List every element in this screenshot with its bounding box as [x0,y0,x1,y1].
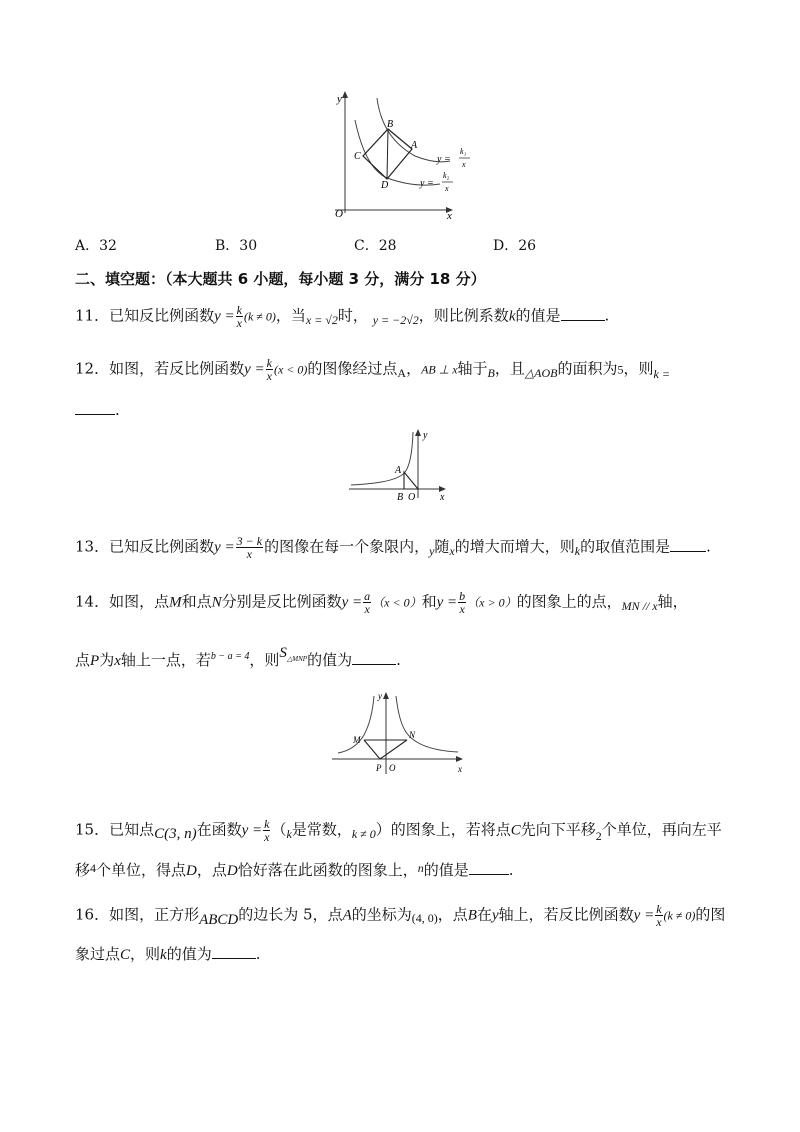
q12-mid2: 轴于 [457,359,488,378]
q15-pre: 15．已知点 [75,820,155,839]
q16-sq: ABCD [199,911,239,928]
q14-f2-num: b [459,589,466,603]
q15-frac [263,818,270,843]
fig3-x-arrow [456,756,463,762]
q14-line2-pre: 点 [75,651,91,669]
fig2-label-a: A [395,465,402,476]
q12-den: x [266,369,272,383]
q13-end: . [706,537,711,556]
q15-f-lhs: y = [241,822,263,839]
options-row [75,236,675,256]
q12-mid3: ，且 [494,359,525,378]
q11-post2: 的值是 [515,306,561,325]
fig1-y-arrow [342,91,348,98]
q12-post: ，则 [623,359,654,378]
q12-cond: (x < 0) [273,362,308,377]
q14-mn: MN // x [621,598,658,613]
q11-cond: (k ≠ 0) [243,309,276,324]
q12-mid4: 的面积为 [557,359,618,378]
q14-mid2: 分别是反比例函数 [221,592,342,611]
q15-mid: 在函数 [196,820,242,839]
q13-answer-blank[interactable] [670,537,706,552]
q16-mid: 的边长为 5，点 [238,905,343,924]
q16-mid2: 的坐标为 [351,905,412,924]
q16-coord: (4, 0) [411,910,438,925]
q13-y: y [429,543,435,558]
q14-axis: 轴， [657,592,688,611]
q15-den: x [264,830,270,844]
q14-c1: （x < 0） [372,595,422,610]
fig3-label-m: M [353,735,361,745]
figure-1-graph [325,88,485,223]
q15-pt: C(3, n) [154,825,197,842]
q13-func-lhs: y = [214,539,235,556]
q14-f2-den: x [459,602,465,616]
q11-den: x [236,316,242,330]
q15-line2-mid2: ，点 [196,861,227,879]
fig1-eq1-lhs: y = [437,154,451,165]
fig2-label-b: B [397,492,404,503]
q16-pre: 16．如图，正方形 [75,905,200,924]
q14-cond: b − a = 4 [210,651,250,662]
q11-num: k [236,303,242,317]
q14-answer-blank[interactable] [352,650,396,665]
q15-line2-mid: 个单位，得点 [96,861,187,879]
q15-n: n [417,861,424,875]
question-11 [75,304,609,329]
q15-p5: 个单位，再向左平 [601,820,722,839]
q16-k: k [160,947,167,963]
q11-end: . [604,306,610,325]
fig1-diag [387,129,388,179]
fig3-label-x: x [458,764,462,774]
q16-post: 的图 [695,905,726,924]
question-16 [75,903,725,928]
q12-frac [266,357,273,382]
q14-f2-frac [458,590,466,615]
q15-D2: D [226,863,238,879]
q14-line2-mid3: ，则 [249,651,280,669]
q14-pre: 14．如图，点 [75,592,170,611]
question-15-line2 [75,860,514,881]
q15-two: 2 [595,828,602,843]
q14-and: 和 [421,592,437,611]
q16-line2-pre: 象过点 [75,945,121,963]
fig2-label-x: x [440,492,445,503]
option-a: A．32 [75,238,117,254]
q13-k: k [574,543,581,558]
q12-answer-blank[interactable] [75,400,115,415]
q15-four: 4 [90,861,97,875]
q16-line2-mid: ，则 [130,945,161,963]
q11-answer-blank[interactable] [561,306,605,321]
q11-k: k [508,308,516,325]
fig1-curve-k2 [355,120,440,185]
q15-k: k [286,826,292,841]
q16-frac [655,903,662,928]
fig2-label-y: y [423,430,428,441]
q12-perp: AB ⊥ x [421,362,458,377]
q16-A: A [342,907,352,924]
fig1-label-y: y [337,93,342,105]
q12-five: 5 [617,362,624,377]
q14-end: . [396,651,401,669]
q13-x: x [449,543,455,558]
q13-mid3: 的增大而增大，则 [454,537,575,556]
fig3-np-line [380,740,407,759]
q15-p1: （ [271,820,287,839]
q12-pre: 12．如图，若反比例函数 [75,359,245,378]
q15-p2: 是常数， [291,820,352,839]
q13-pre: 13．已知反比例函数 [75,537,215,556]
q15-answer-blank[interactable] [469,860,509,875]
q14-line2-mid2: 轴上一点，若 [120,651,211,669]
q14-f2-lhs: y = [436,594,458,611]
q14-s-area [279,643,307,661]
q12-func-lhs: y = [244,361,265,378]
q16-num: k [656,902,662,916]
q15-num: k [264,817,270,831]
q11-mid: ，当 [275,306,306,325]
fig2-triangle [404,472,418,489]
q16-y: y [491,907,499,924]
question-16-line2 [75,944,261,965]
q15-p3: ）的图象上，若将点 [375,820,511,839]
q11-post: ，则比例系数 [418,306,509,325]
q14-line2-mid: 为 [99,651,115,669]
q13-post: 的取值范围是 [580,537,671,556]
q14-f1-frac [363,590,371,615]
q12-tri: △AOB [524,365,558,380]
fig3-label-p: P [376,763,382,773]
figure-3-graph [330,690,472,778]
q16-den: x [656,915,662,929]
q14-f1-lhs: y = [341,594,363,611]
q15-kne: k ≠ 0 [351,826,376,841]
fig3-curve-right [396,696,458,752]
option-d: D．26 [493,238,537,254]
q11-func-lhs: y = [214,308,235,325]
q12-B: B [487,365,495,380]
q13-num: 3 − k [236,534,263,548]
q16-mid4: 在 [476,905,492,924]
q12-num: k [266,356,272,370]
q16-C: C [120,947,131,963]
q13-mid2: 随 [434,537,450,556]
q12-mid: 的图像经过点 [307,359,398,378]
q14-P: P [90,653,100,669]
question-14-line2 [75,645,401,673]
question-15 [75,818,722,843]
figure-2-graph [347,428,452,503]
option-c: C．28 [354,238,397,254]
question-12-line2 [75,400,120,420]
question-14 [75,590,688,615]
q15-line2-pre: 移 [75,861,91,879]
q14-M: M [169,594,182,611]
q16-B: B [467,907,477,924]
q11-pre: 11．已知反比例函数 [75,306,215,325]
q12-end: . [115,401,120,419]
fig3-mp-line [364,740,380,759]
q13-frac [236,535,263,560]
q15-C: C [510,822,521,839]
q14-x: x [114,653,121,669]
q16-end: . [255,945,261,963]
option-b: B．30 [215,238,258,254]
fig3-label-o: O [389,763,396,773]
fig1-eq2-num: k₂ [443,171,450,180]
fig1-label-b: B [387,119,394,130]
fig1-label-x: x [447,210,452,222]
q14-c2: （x > 0） [467,595,517,610]
q11-x-cond: x = √2 [305,312,338,327]
fig3-label-n: N [409,730,416,740]
q14-mid1: 和点 [181,592,212,611]
q14-s: S [279,645,287,661]
q14-f1-den: x [364,602,370,616]
question-12 [75,357,670,382]
fig3-label-y: y [378,691,382,701]
q14-s-sub: △MNP [286,655,308,663]
fig1-label-a: A [411,140,418,151]
q14-mid3: 的图象上的点， [516,592,622,611]
q16-line2-post: 的值为 [166,945,212,963]
q16-mid3: ，点 [437,905,468,924]
q12-comma: ， [406,359,422,378]
q16-cond: (k ≠ 0) [663,908,696,923]
q15-p4: 先向下平移 [520,820,596,839]
question-13 [75,535,711,560]
q16-f-lhs: y = [633,907,655,924]
fig2-label-o: O [408,492,416,503]
fig1-label-c: C [354,151,361,162]
q11-mid2: 时， [337,306,368,325]
q16-answer-blank[interactable] [212,944,256,959]
q15-end: . [508,861,514,879]
q15-line2-post: 的值是 [423,861,469,879]
fig1-eq1-num: k₁ [460,147,467,156]
q13-den: x [246,547,252,561]
q14-line2-post: 的值为 [307,651,353,669]
q15-line2-mid3: 恰好落在此函数的图象上， [237,861,418,879]
q11-frac [236,304,243,329]
q12-A: A [397,365,407,380]
q12-keq: k = [653,366,670,381]
fig1-label-o: O [335,208,343,220]
q16-mid5: 轴上，若反比例函数 [498,905,634,924]
section-2-heading: 二、填空题：（本大题共 6 小题，每小题 3 分，满分 18 分） [75,270,486,288]
fig3-y-arrow [383,692,389,699]
fig1-eq1-den: x [462,160,466,169]
fig1-label-d: D [381,180,389,191]
q11-y-cond: y = −2√2 [372,312,419,327]
q14-N: N [211,594,222,611]
fig1-eq2-den: x [445,184,449,193]
q13-mid: 的图像在每一个象限内， [264,537,430,556]
fig2-y-arrow [415,429,421,436]
q15-D: D [186,863,197,879]
q14-f1-num: a [364,589,371,603]
fig1-eq2-lhs: y = [420,178,434,189]
